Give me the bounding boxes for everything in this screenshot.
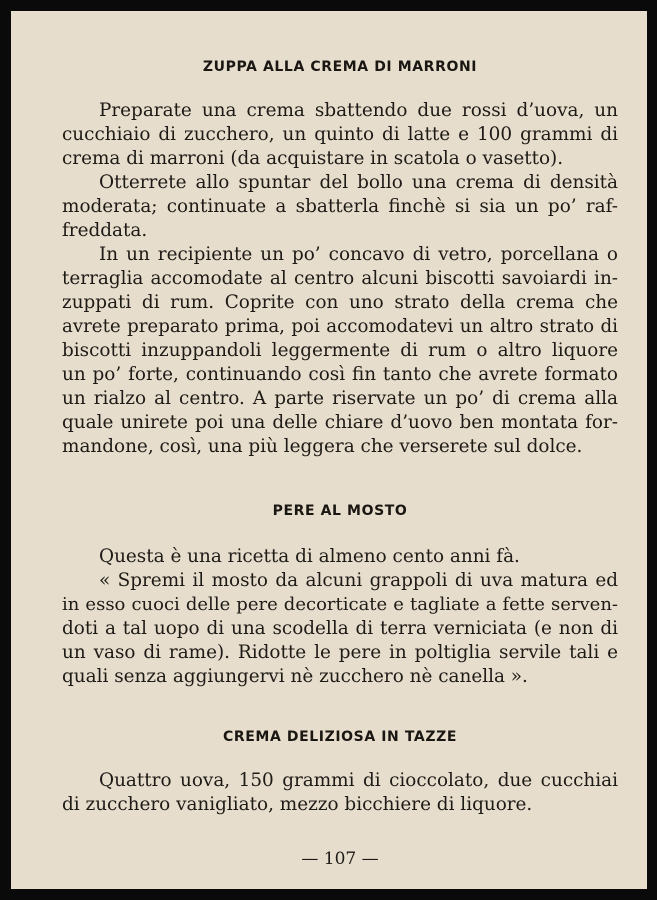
text-line: un rialzo al centro. A parte riservate un po’ di crema alla [62,388,618,409]
text-line: un po’ forte, continuando così fin tanto che avrete formato [62,364,618,385]
text-line: Otterrete allo spuntar del bollo una crema di densità [99,172,618,193]
text-line: freddata. [62,220,148,241]
text-line: quale unirete poi una delle chiare d’uovo ben montata for- [62,412,618,433]
text-line: di zucchero vanigliato, mezzo bicchiere di liquore. [62,794,533,815]
text-line: zuppati di rum. Coprite con uno strato della crema che [62,292,618,313]
text-line: Quattro uova, 150 grammi di cioccolato, due cucchiai [99,770,618,791]
text-line: terraglia accomodate al centro alcuni biscotti savoiardi in- [62,268,618,289]
recipe-title: PERE AL MOSTO [272,503,408,519]
text-line: crema di marroni (da acquistare in scatola o vasetto). [62,148,564,169]
recipe-title: CREMA DELIZIOSA IN TAZZE [223,729,457,745]
text-line: Preparate una crema sbattendo due rossi d’uova, un [99,100,618,121]
text-line: doti a tal uopo di una scodella di terra verniciata (e non di [62,618,618,639]
text-line: « Spremi il mosto da alcuni grappoli di uva matura ed [99,570,618,591]
text-line: Questa è una ricetta di almeno cento anni fà. [99,546,520,567]
book-page [11,11,647,889]
text-line: un vaso di rame). Ridotte le pere in poltiglia servile tali e [62,642,618,663]
text-line: In un recipiente un po’ concavo di vetro, porcellana o [99,244,618,265]
text-line: moderata; continuate a sbatterla finchè si sia un po’ raf- [62,196,618,217]
recipe-title: ZUPPA ALLA CREMA DI MARRONI [202,59,478,75]
text-line: biscotti inzuppandoli leggermente di rum o altro liquore [62,340,618,361]
text-line: mandone, così, una più leggera che verserete sul dolce. [62,436,583,457]
page-number: — 107 — [301,849,379,869]
text-line: quali senza aggiungervi nè zucchero nè canella ». [62,666,528,687]
text-line: cucchiaio di zucchero, un quinto di latte e 100 grammi di [62,124,618,145]
text-line: avrete preparato prima, poi accomodatevi un altro strato di [62,316,618,337]
text-line: in esso cuoci delle pere decorticate e tagliate a fette serven- [62,594,618,615]
